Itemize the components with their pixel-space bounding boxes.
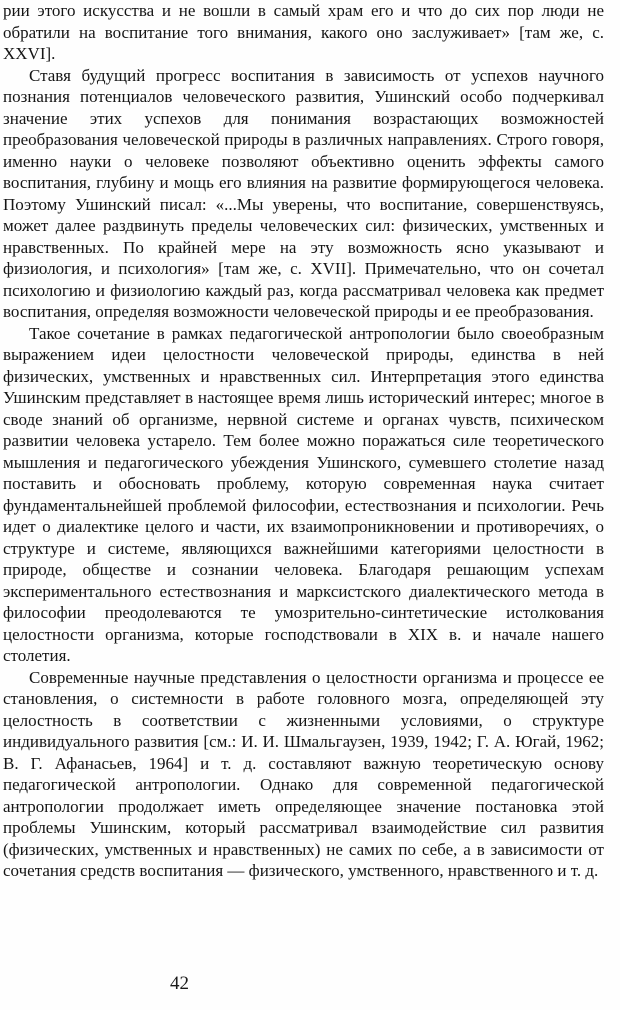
body-text — [3, 0, 604, 882]
page-number: 42 — [170, 973, 189, 994]
paragraph: Такое сочетание в рамках педагогической антропологии было своеобразным выражением идеи целостности человеческой природы, единства в ней физических, умственных и нравственных сил. Интерпретация этого единства Ушинским представляет в настоящее время лишь исторический интерес; многое в своде знаний об организме, нервной системе и органах чувств, психическом развитии человека устарело. Тем более можно поражаться силе теоретического мышления и педагогического убеждения Ушинского, сумевшего столетие назад поставить и обосновать проблему, которую современная наука считает фундаментальнейшей проблемой философии, естествознания и психологии. Речь идет о диалектике целого и части, их взаимопроникновении и противоречиях, о структуре и системе, являющихся важнейшими категориями целостности в природе, обществе и сознании человека. Благодаря решающим успехам экспериментального естествознания и марксистского диалектического метода в философии преодолеваются те умозрительно-синтетические истолкования целостности организма, которые господствовали в XIX в. и начале нашего столетия. — [3, 323, 604, 665]
paragraph: Современные научные представления о целостности организма и процессе ее становления, о системности в работе головного мозга, определяющей эту целостность в соответствии с жизненными условиями, о структуре индивидуального развития [см.: И. И. Шмальгаузен, 1939, 1942; Г. А. Югай, 1962; В. Г. Афанасьев, 1964] и т. д. составляют важную теоретическую основу педагогической антропологии. Однако для современной педагогической антропологии продолжает иметь определяющее значение постановка этой проблемы Ушинским, который рассматривал взаимодействие сил развития (физических, умственных и нравственных) не самих по себе, а в зависимости от сочетания средств воспитания — физического, умственного, нравственного и т. д. — [3, 667, 604, 880]
paragraph-continued: рии этого искусства и не вошли в самый храм его и что до сих пор люди не обратили на воспитание того внимания, какого оно заслуживает» [там же, с. XXVI]. — [3, 1, 604, 63]
paragraph: Ставя будущий прогресс воспитания в зависимость от успехов научного познания потенциалов человеческого развития, Ушинский особо подчеркивал значение этих успехов для понимания возрастающих возможностей преобразования человеческой природы в различных направлениях. Строго говоря, именно науки о человеке позволяют объективно оценить эффекты самого воспитания, глубину и мощь его влияния на развитие формирующегося человека. Поэтому Ушинский писал: «...Мы уверены, что воспитание, совершенствуясь, может далее раздвинуть пределы человеческих сил: физических, умственных и нравственных. По крайней мере на эту возможность ясно указывают и физиология, и психология» [там же, с. XVII]. Примечательно, что он сочетал психологию и физиологию каждый раз, когда рассматривал человека как предмет воспитания, определяя возможности человеческой природы и ее преобразования. — [3, 65, 604, 321]
